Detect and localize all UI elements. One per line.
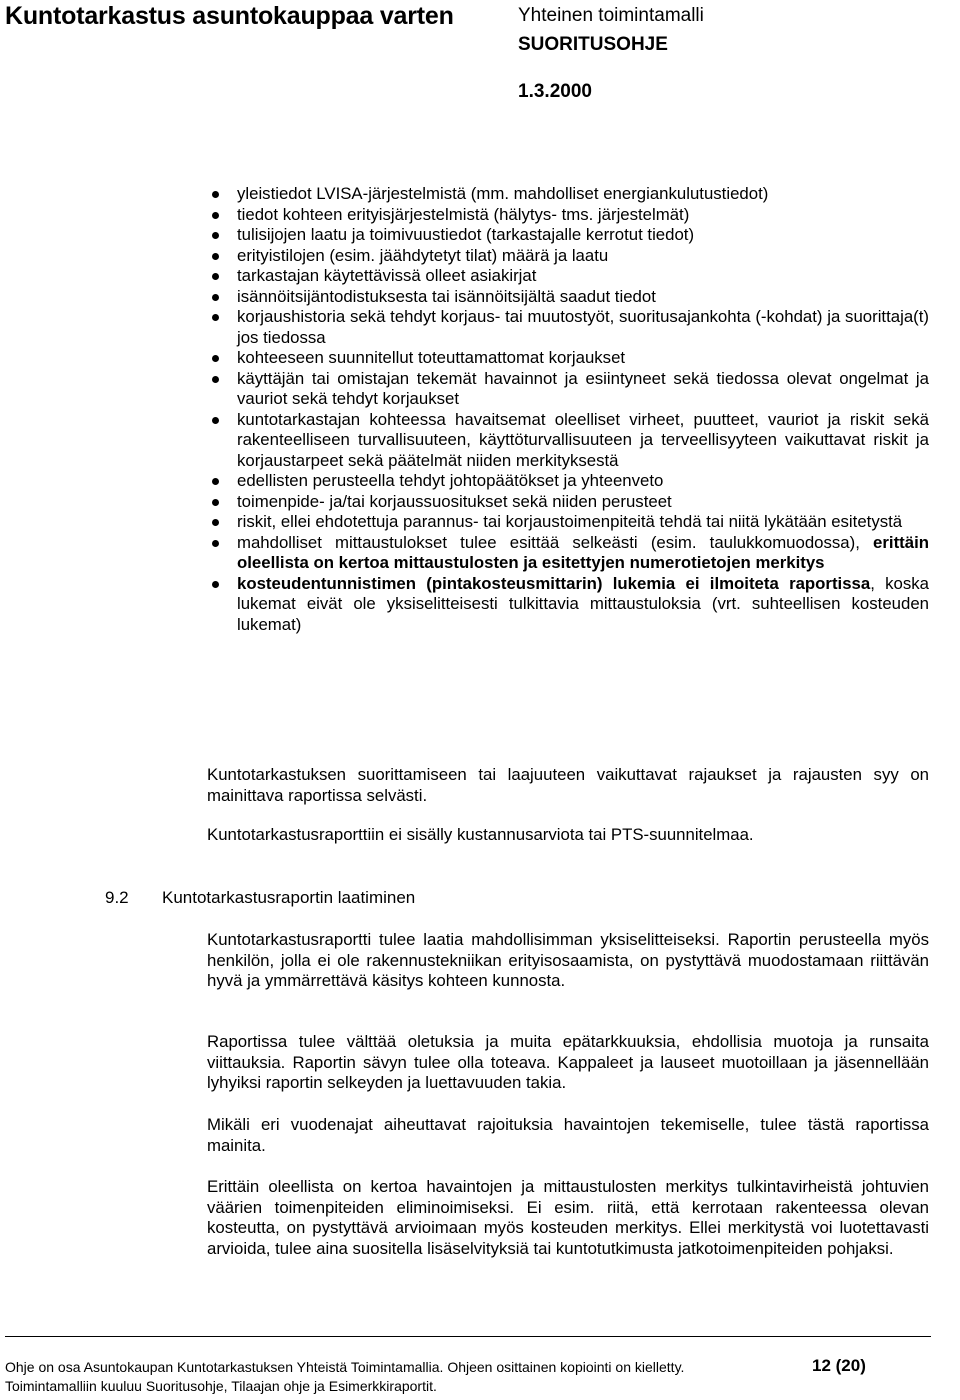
bullet-text: kohteeseen suunnitellut toteuttamattomat korjaukset xyxy=(237,348,626,367)
bullet-item xyxy=(237,574,929,636)
bullet-dot-icon xyxy=(212,376,219,383)
bullet-text: edellisten perusteella tehdyt johtopäätökset ja yhteenveto xyxy=(237,471,664,490)
bullet-text: tarkastajan käytettävissä olleet asiakirjat xyxy=(237,266,537,285)
header-subtitle: Yhteinen toimintamalli xyxy=(518,5,704,26)
bullet-text: isännöitsijäntodistuksesta tai isännöitsijältä saadut tiedot xyxy=(237,286,656,306)
header-meta xyxy=(518,4,704,109)
paragraph-avoid-assumptions: Raportissa tulee välttää oletuksia ja muita epätarkkuuksia, ehdollisia muotoja ja runsaita viittauksia. Raportin sävyn tulee olla toteava. Kappaleet ja lauseet muotoillaan ja jäsennellään lyhyiksi raportin selkeyden ja luettavuuden takia. xyxy=(207,1032,929,1092)
bullet-text: riskit, ellei ehdotettuja parannus- tai korjaustoimenpiteitä tehdä tai niitä lykätään esitetystä xyxy=(237,512,903,531)
bullet-dot-icon xyxy=(212,253,219,260)
bullet-text: toimenpide- ja/tai korjaussuositukset sekä niiden perusteet xyxy=(237,491,672,511)
bullet-dot-icon xyxy=(212,314,219,321)
header-doc-type: SUORITUSOHJE xyxy=(518,34,668,55)
bullet-text: käyttäjän tai omistajan tekemät havainnot ja esiintyneet sekä tiedossa olevat ongelmat ja vauriot sekä tehdyt korjaukset xyxy=(237,368,929,408)
bullet-text: kuntotarkastajan kohteessa havaitsemat oleelliset virheet, puutteet, vauriot ja riskit sekä rakenteelliseen turvallisuuteen, käyttöturvallisuuteen ja terveellisyyteen vaikuttavat riskit ja korjaustarpeet sekä päätelmät niiden merkityksestä xyxy=(237,409,929,470)
bullet-dot-icon xyxy=(212,540,219,547)
bullet-text: yleistiedot LVISA-järjestelmistä (mm. mahdolliset energiankulutustiedot) xyxy=(237,184,769,203)
bullet-item xyxy=(237,266,929,287)
paragraph-clarity: Kuntotarkastusraportti tulee laatia mahdollisimman yksiselitteiseksi. Raportin perusteella myös henkilön, jolla ei ole rakennustekniikan erityisosaamista, on pystyttävä muodostamaan riittävän hyvä ja ymmärrettävä käsitys kohteen kunnosta. xyxy=(207,930,929,990)
bullet-item xyxy=(237,410,929,472)
paragraph-significance: Erittäin oleellista on kertoa havaintojen ja mittaustulosten merkitys tulkintavirheistä johtuvien väärien toimenpiteiden eliminoimiseksi. Ei esim. riitä, että kerrotaan rakenteessa olevan kosteutta, on pystyttävä arvioimaan myös kosteuden merkitys. Ellei merkitystä voi luotettavasti arvioida, tulee aina suositella lisäselvityksiä tai kuntotutkimusta jatkotoimenpiteiden pohjaksi. xyxy=(207,1177,929,1258)
bullet-dot-icon xyxy=(212,273,219,280)
bullet-item xyxy=(237,287,929,308)
bullet-dot-icon xyxy=(212,191,219,198)
bullet-item xyxy=(237,225,929,246)
bullet-dot-icon xyxy=(212,232,219,239)
paragraph-limitations: Kuntotarkastuksen suorittamiseen tai laajuuteen vaikuttavat rajaukset ja rajausten syy on mainittava raportissa selvästi. xyxy=(207,765,929,805)
bullet-dot-icon xyxy=(212,478,219,485)
bullet-text-bold: erittäin oleellista on kertoa mittaustulosten ja esitettyjen numerotietojen merkitys xyxy=(237,532,929,572)
bullet-dot-icon xyxy=(212,294,219,301)
bullet-section xyxy=(207,184,929,635)
footer-line-2: Toimintamalliin kuuluu Suoritusohje, Tilaajan ohje ja Esimerkkiraportit. xyxy=(5,1378,437,1394)
bullet-text: tulisijojen laatu ja toimivuustiedot (tarkastajalle kerrotut tiedot) xyxy=(237,225,695,244)
bullet-item xyxy=(237,471,929,492)
bullet-text: erityistilojen (esim. jäähdytetyt tilat) määrä ja laatu xyxy=(237,245,609,265)
section-heading xyxy=(105,888,415,908)
paragraph-cost-estimate: Kuntotarkastusraporttiin ei sisälly kustannusarviota tai PTS-suunnitelmaa. xyxy=(207,825,754,844)
bullet-item xyxy=(237,533,929,574)
bullet-dot-icon xyxy=(212,212,219,219)
bullet-item xyxy=(237,492,929,513)
bullet-item xyxy=(237,246,929,267)
bullet-item xyxy=(237,369,929,410)
bullet-text: korjaushistoria sekä tehdyt korjaus- tai muutostyöt, suoritusajankohta (-kohdat) ja suorittaja(t) jos tiedossa xyxy=(237,307,929,347)
header-date: 1.3.2000 xyxy=(518,81,592,102)
footer-line-1: Ohje on osa Asuntokaupan Kuntotarkastuksen Yhteistä Toimintamallia. Ohjeen osittainen kopiointi on kielletty. xyxy=(5,1359,685,1375)
section-number: 9.2 xyxy=(105,888,129,907)
bullet-item xyxy=(237,307,929,348)
bullet-text-bold: kosteudentunnistimen (pintakosteusmittarin) lukemia ei ilmoiteta raportissa xyxy=(237,573,871,593)
bullet-text: , koska lukemat eivät ole yksiselitteisesti tulkittavia mittaustuloksia (vrt. suhteellisen kosteuden lukemat) xyxy=(237,573,929,634)
bullet-item xyxy=(237,205,929,226)
bullet-dot-icon xyxy=(212,355,219,362)
bullet-text: tiedot kohteen erityisjärjestelmistä (hälytys- tms. järjestelmät) xyxy=(237,204,690,224)
section-title: Kuntotarkastusraportin laatiminen xyxy=(162,888,416,907)
bullet-dot-icon xyxy=(212,519,219,526)
bullet-dot-icon xyxy=(212,499,219,506)
footer-divider xyxy=(5,1336,931,1337)
bullet-list xyxy=(107,184,929,635)
bullet-item xyxy=(237,184,929,205)
bullet-text: mahdolliset mittaustulokset tulee esittää selkeästi (esim. taulukkomuodossa), xyxy=(237,532,874,552)
bullet-item xyxy=(237,348,929,369)
bullet-item xyxy=(237,512,929,533)
paragraph-seasons: Mikäli eri vuodenajat aiheuttavat rajoituksia havaintojen tekemiselle, tulee tästä raportissa mainita. xyxy=(207,1115,929,1155)
bullet-dot-icon xyxy=(212,417,219,424)
page-number: 12 (20) xyxy=(812,1356,866,1375)
document-title: Kuntotarkastus asuntokauppaa varten xyxy=(5,2,454,30)
footer-text xyxy=(5,1358,684,1396)
bullet-dot-icon xyxy=(212,581,219,588)
